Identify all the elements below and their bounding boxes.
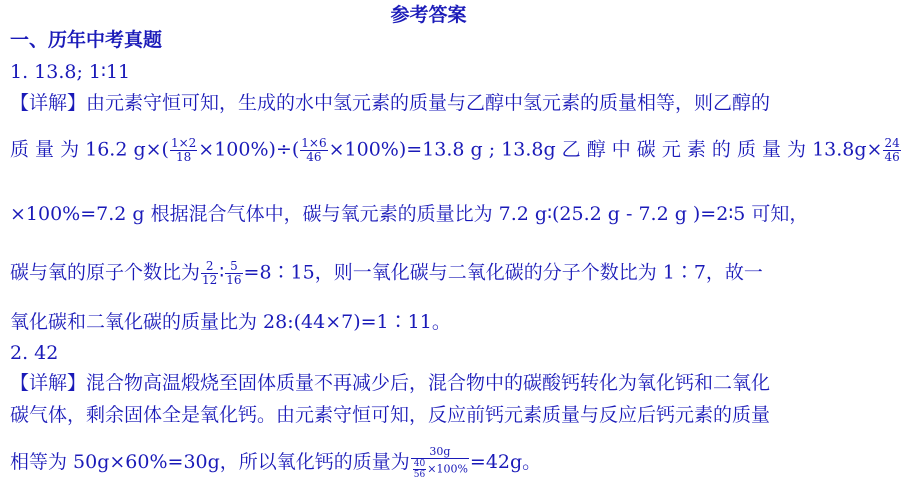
fraction-denominator: 46 [884,150,900,164]
q1-text-1: 由元素守恒可知，生成的水中氢元素的质量与乙醇中氢元素的质量相等，则乙醇的 [86,92,771,114]
q1-line-5: 氧化碳和二氧化碳的质量比为 28:(44×7)=1∶11。 [10,311,451,333]
detail-tag: 【详解】 [10,372,87,394]
q1-text-4b: ∶ [219,261,225,284]
fraction-24-over-46 [883,137,900,164]
fraction-5-over-16 [225,260,242,287]
fraction-numerator: 1×2 [170,136,197,150]
q1-answer: 1. 13.8; 1∶11 [10,61,131,83]
fraction-2-over-12 [201,260,218,287]
detail-tag: 【详解】 [10,92,87,114]
q1-line-3: ×100%=7.2 g 根据混合气体中，碳与氧元素的质量比为 7.2 g∶(25.2 g - 7.2 g )=2∶5 可知， [10,203,809,225]
section-heading: 一、历年中考真题 [10,29,163,51]
q1-text-2a: 质 量 为 16.2 g×( [10,138,169,161]
fraction-denominator [411,459,469,480]
fraction-numerator: 2 [201,260,218,274]
q2-line-3 [10,446,541,480]
fraction-40-over-56 [413,459,426,480]
page-title: 参考答案 [390,4,467,26]
fraction-denominator: 46 [306,150,322,164]
fraction-denominator: 16 [226,273,242,287]
fraction-numerator: 24 [884,136,900,150]
q1-text-4c: =8∶15，则一氧化碳与二氧化碳的分子个数比为 1∶7，故一 [243,261,763,284]
fraction-1x6-over-46 [300,137,327,164]
fraction-numerator: 1×6 [301,136,327,150]
fraction-numerator: 40 [413,459,426,469]
fraction-denominator-tail: ×100% [427,462,468,476]
fraction-denominator: 56 [413,470,426,480]
q1-text-2b: ×100%)÷( [198,138,300,161]
q1-text-4a: 碳与氧的原子个数比为 [10,261,201,284]
fraction-1x2-over-18 [170,137,197,164]
fraction-cao-mass [411,446,469,480]
fraction-denominator: 12 [202,273,218,287]
q1-line-4 [10,260,763,287]
q2-line-2: 碳气体，剩余固体全是氧化钙。由元素守恒可知，反应前钙元素质量与反应后钙元素的质量 [10,404,771,426]
q2-text-3a: 相等为 50g×60%=30g，所以氧化钙的质量为 [10,451,410,473]
fraction-denominator: 18 [175,150,192,164]
q2-line-1 [10,371,770,395]
fraction-numerator: 30g [411,446,469,459]
q1-line-2 [10,137,902,164]
q2-answer: 2. 42 [10,342,59,364]
q1-line-1 [10,91,770,115]
q2-text-3b: =42g。 [469,451,542,473]
q2-text-1: 混合物高温煅烧至固体质量不再减少后，混合物中的碳酸钙转化为氧化钙和二氧化 [86,372,771,394]
q1-text-2c: ×100%)=13.8 g ; 13.8g 乙 醇 中 碳 元 素 的 质 量 为 13.8g× [328,138,883,161]
fraction-numerator: 5 [225,260,242,274]
